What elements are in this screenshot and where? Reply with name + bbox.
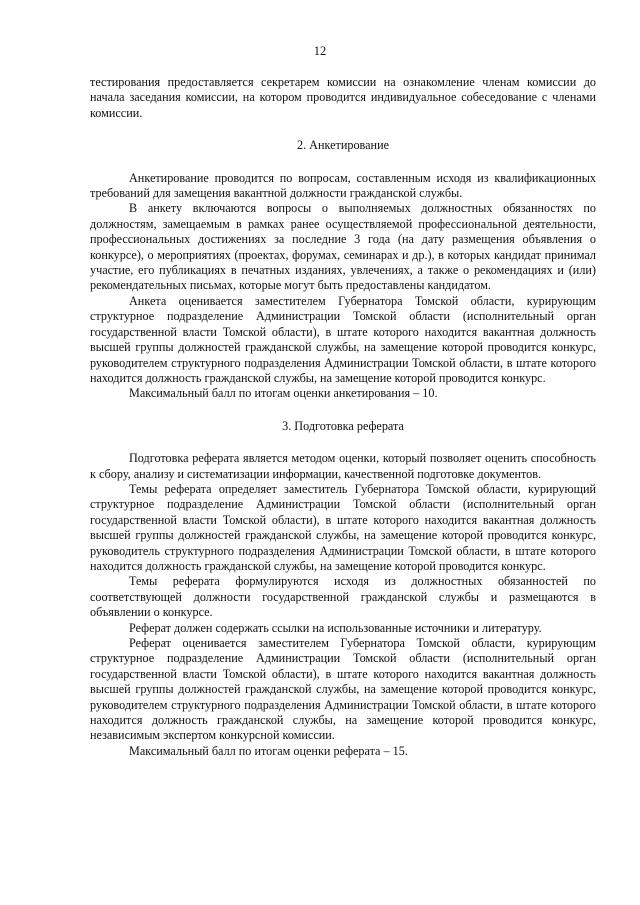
section-3-max-score: Максимальный балл по итогам оценки реферата – 15. bbox=[129, 743, 408, 758]
section-3-paragraph: Темы реферата формулируются исходя из должностных обязанностей по соответствующей должности государственной гражданской службы и размещаются в объявлении о конкурсе. bbox=[90, 574, 596, 620]
section-3-paragraph: Реферат должен содержать ссылки на использованные источники и литературу. bbox=[129, 620, 542, 635]
document-body bbox=[90, 75, 596, 759]
section-2-paragraph: Анкетирование проводится по вопросам, составленным исходя из квалификационных требований для замещения вакантной должности гражданской службы. bbox=[90, 170, 596, 201]
section-3-paragraph: Реферат оценивается заместителем Губернатора Томской области, курирующим структурное подразделение Администрации Томской области (исполнительный орган государственной власти Томской области), в штате которого находится вакантная должность высшей группы должностей гражданской службы, на замещение которой проводится конкурс, руководителем структурного подразделения Администрации Томской области, в штате которого находится должность гражданской службы, на замещение которой проводится конкурс, независимым экспертом конкурсной комиссии. bbox=[90, 636, 596, 743]
section-2-paragraph: В анкету включаются вопросы о выполняемых должностных обязанностях по должностям, замещаемым в рамках ранее осуществляемой профессиональной деятельности, профессиональных достижениях за последние 3 года (на дату размещения объявления о конкурсе), о мероприятиях (проектах, форумах, семинарах и др.), в которых кандидат принимал участие, его публикациях в печатных изданиях, увлечениях, а также о рекомендациях и (или) рекомендательных письмах, которые могут быть предоставлены кандидатом. bbox=[90, 201, 596, 293]
page-number: 12 bbox=[313, 44, 327, 58]
section-2-max-score: Максимальный балл по итогам оценки анкетирования – 10. bbox=[129, 386, 438, 401]
section-2-paragraph: Анкета оценивается заместителем Губернатора Томской области, курирующим структурное подразделение Администрации Томской области (исполнительный орган государственной власти Томской области), в штате которого находится вакантная должность высшей группы должностей гражданской службы, на замещение которой проводится конкурс, руководителем структурного подразделения Администрации Томской области, в штате которого находится должность гражданской службы, на замещение которой проводится конкурс. bbox=[90, 293, 596, 385]
section-3-paragraph: Темы реферата определяет заместитель Губернатора Томской области, курирующий структурное подразделение Администрации Томской области (исполнительный орган государственной власти Томской области), в штате которого находится вакантная должность высшей группы должностей гражданской службы, на замещение которой проводится конкурс, руководитель структурного подразделения Администрации Томской области, в штате которого находится должность гражданской службы, на замещение которой проводится конкурс. bbox=[90, 481, 596, 573]
section-3-heading: 3. Подготовка реферата bbox=[282, 418, 404, 433]
intro-paragraph: тестирования предоставляется секретарем комиссии на ознакомление членам комиссии до начала заседания комиссии, на котором проводится индивидуальное собеседование с членами комиссии. bbox=[90, 75, 596, 120]
section-3-paragraph: Подготовка реферата является методом оценки, который позволяет оценить способность к сбору, анализу и систематизации информации, качественной подготовке документов. bbox=[90, 451, 596, 481]
section-2-heading: 2. Анкетирование bbox=[296, 138, 390, 153]
